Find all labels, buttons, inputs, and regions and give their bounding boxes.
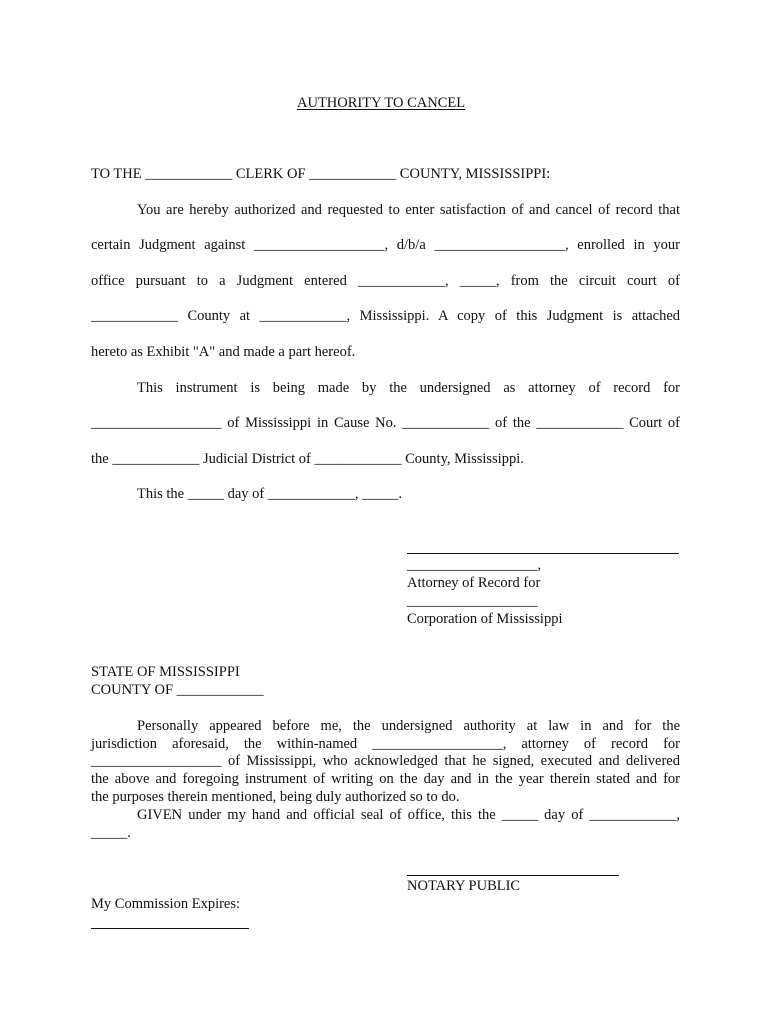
ack-line-4: the above and foregoing instrument of writing on the day and in the year therein stated and for [91,771,680,787]
signature-blank: __________________, [407,557,542,573]
body-line-1: You are hereby authorized and requested to enter satisfaction of and cancel of record that [137,202,680,218]
signature-role: Attorney of Record for [407,575,541,591]
given-line-2: _____. [91,825,131,841]
body-line-4: ____________ County at ____________, Mississippi. A copy of this Judgment is attached [91,308,680,324]
county-heading: COUNTY OF ____________ [91,682,264,698]
addressee-line: TO THE ____________ CLERK OF ____________ COUNTY, MISSISSIPPI: [91,166,551,182]
given-line: GIVEN under my hand and official seal of office, this the _____ day of ____________, [137,807,680,823]
state-heading: STATE OF MISSISSIPPI [91,664,240,680]
ack-line-1: Personally appeared before me, the undersigned authority at law in and for the [137,718,680,734]
document-title: AUTHORITY TO CANCEL [297,95,466,111]
signature-rule [407,553,679,554]
signature-entity: Corporation of Mississippi [407,611,563,627]
date-line: This the _____ day of ____________, _____. [137,486,403,502]
signature-blank-2: __________________ [407,593,538,609]
body-line-8: the ____________ Judicial District of ____________ County, Mississippi. [91,451,524,467]
commission-expires-label: My Commission Expires: [91,896,241,912]
notary-signature-rule [407,875,619,876]
commission-expires-rule [91,928,249,929]
body-line-5: hereto as Exhibit "A" and made a part hereof. [91,344,356,360]
body-line-7: __________________ of Mississippi in Cause No. ____________ of the ____________ Court of [91,415,680,431]
ack-line-3: __________________ of Mississippi, who acknowledged that he signed, executed and delivered [91,753,680,769]
notary-public-label: NOTARY PUBLIC [407,878,521,894]
ack-line-5: the purposes therein mentioned, being duly authorized so to do. [91,789,460,805]
body-line-2: certain Judgment against __________________, d/b/a __________________, enrolled in your [91,237,680,253]
body-line-3: office pursuant to a Judgment entered ____________, _____, from the circuit court of [91,273,680,289]
ack-line-2: jurisdiction aforesaid, the within-named __________________, attorney of record for [91,736,680,752]
body-line-6: This instrument is being made by the undersigned as attorney of record for [137,380,680,396]
